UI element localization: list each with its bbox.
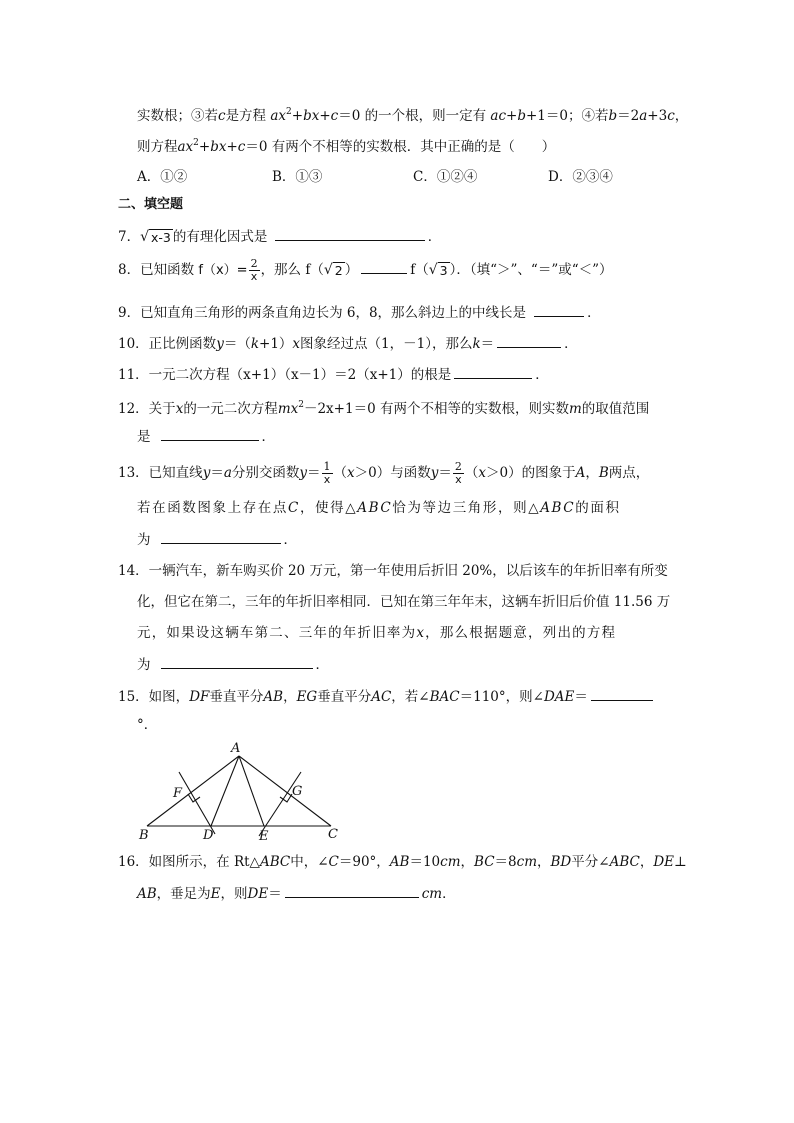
q6-option-a: A．①② bbox=[137, 169, 188, 185]
label-c: C bbox=[328, 827, 338, 842]
label-e: E bbox=[259, 829, 269, 843]
q15-triangle-figure bbox=[135, 738, 345, 843]
q14-answer-blank[interactable] bbox=[161, 655, 313, 669]
q11-answer-blank[interactable] bbox=[454, 365, 532, 379]
section-heading-fill-in: 二、填空题 bbox=[118, 197, 184, 212]
q6-option-d: D．②③④ bbox=[548, 169, 613, 185]
question-8: 8．已知函数 f（x）= $\frac{2}{x}$ ，那么 f（ √ 2 ） f（ √ 3 ）．（填“＞”、“＝”或“＜”） bbox=[118, 257, 613, 283]
question-14-line2: 化，但它在第二，三年的年折旧率相同．已知在第三年年末，这辆车折旧后价值 11.56 万 bbox=[137, 594, 671, 610]
segment-ae bbox=[239, 756, 264, 826]
label-d: D bbox=[203, 828, 214, 843]
sqrt-symbol: √ x-3 bbox=[140, 229, 171, 245]
q9-answer-blank[interactable] bbox=[534, 303, 584, 317]
question-12-line2: 是 ． bbox=[137, 429, 275, 445]
q6-option-c: C．①②④ bbox=[413, 169, 478, 185]
question-14-line4: 为 ． bbox=[137, 657, 329, 673]
q16-answer-blank[interactable] bbox=[285, 884, 419, 898]
question-14-line1: 14．一辆汽车，新车购买价 20 万元，第一年使用后折旧 20%，以后该车的年折旧率有所变 bbox=[118, 563, 668, 579]
question-7: 7． √ x-3 的有理化因式是 ． bbox=[118, 229, 442, 245]
question-11: 11．一元二次方程（x+1）（x－1）＝2（x+1）的根是 ． bbox=[118, 367, 549, 383]
label-b: B bbox=[139, 828, 149, 843]
q13-answer-blank[interactable] bbox=[161, 530, 281, 544]
question-15-line2: °． bbox=[137, 717, 158, 733]
label-f: F bbox=[173, 786, 183, 801]
question-14-line3: 元，如果设这辆车第二、三年的年折旧率为x，那么根据题意，列出的方程 bbox=[137, 625, 617, 641]
question-10: 10．正比例函数y＝（k+1）x图象经过点（1，－1），那么k＝ ． bbox=[118, 336, 578, 352]
q6-line1: 实数根；③若c是方程 $ax^2+bx+c=0$ 的一个根，则一定有 ac+b+1＝0；④若b＝2a+3c， bbox=[137, 107, 689, 124]
q7-answer-blank[interactable] bbox=[275, 227, 425, 241]
question-13-line1: 13．已知直线y＝a分别交函数y＝ $\frac{1}{x}$ （x＞0）与函数y＝ $\frac{2}{x}$ （x＞0）的图象于A，B两点， bbox=[118, 460, 650, 486]
q12-answer-blank[interactable] bbox=[161, 427, 259, 441]
question-15-line1: 15．如图，DF垂直平分AB，EG垂直平分AC，若∠BAC＝110°，则∠DAE＝ bbox=[118, 687, 656, 706]
q15-answer-blank[interactable] bbox=[591, 687, 653, 701]
q6-option-b: B．①③ bbox=[272, 169, 323, 185]
question-9: 9．已知直角三角形的两条直角边长为 6，8，那么斜边上的中线长是 ． bbox=[118, 305, 601, 321]
label-a: A bbox=[231, 741, 241, 756]
question-13-line2: 若在函数图象上存在点C，使得△ABC恰为等边三角形，则△ABC的面积 bbox=[137, 500, 621, 516]
question-12-line1: 12．关于x的一元二次方程$mx^2-2x+1=0$ 有两个不相等的实数根，则实数m的取值范围 bbox=[118, 400, 650, 417]
question-16-line1: 16．如图所示，在 Rt△ABC中，∠C＝90°，AB＝10cm，BC＝8cm，BD平分∠ABC，DE⊥ bbox=[118, 854, 687, 870]
q10-answer-blank[interactable] bbox=[497, 334, 561, 348]
label-g: G bbox=[292, 784, 303, 799]
q6-line2: 则方程$ax^2+bx+c=0$ 有两个不相等的实数根．其中正确的是（ ） bbox=[137, 138, 556, 155]
perpendicular-bisector-df bbox=[179, 772, 215, 834]
question-16-line2: AB，垂足为E，则DE＝ cm． bbox=[137, 886, 456, 902]
segment-ac bbox=[239, 756, 331, 826]
fraction: $\frac{2}{x}$ bbox=[250, 257, 258, 283]
q8-answer-blank[interactable] bbox=[361, 260, 407, 274]
question-13-line3: 为 ． bbox=[137, 532, 297, 548]
